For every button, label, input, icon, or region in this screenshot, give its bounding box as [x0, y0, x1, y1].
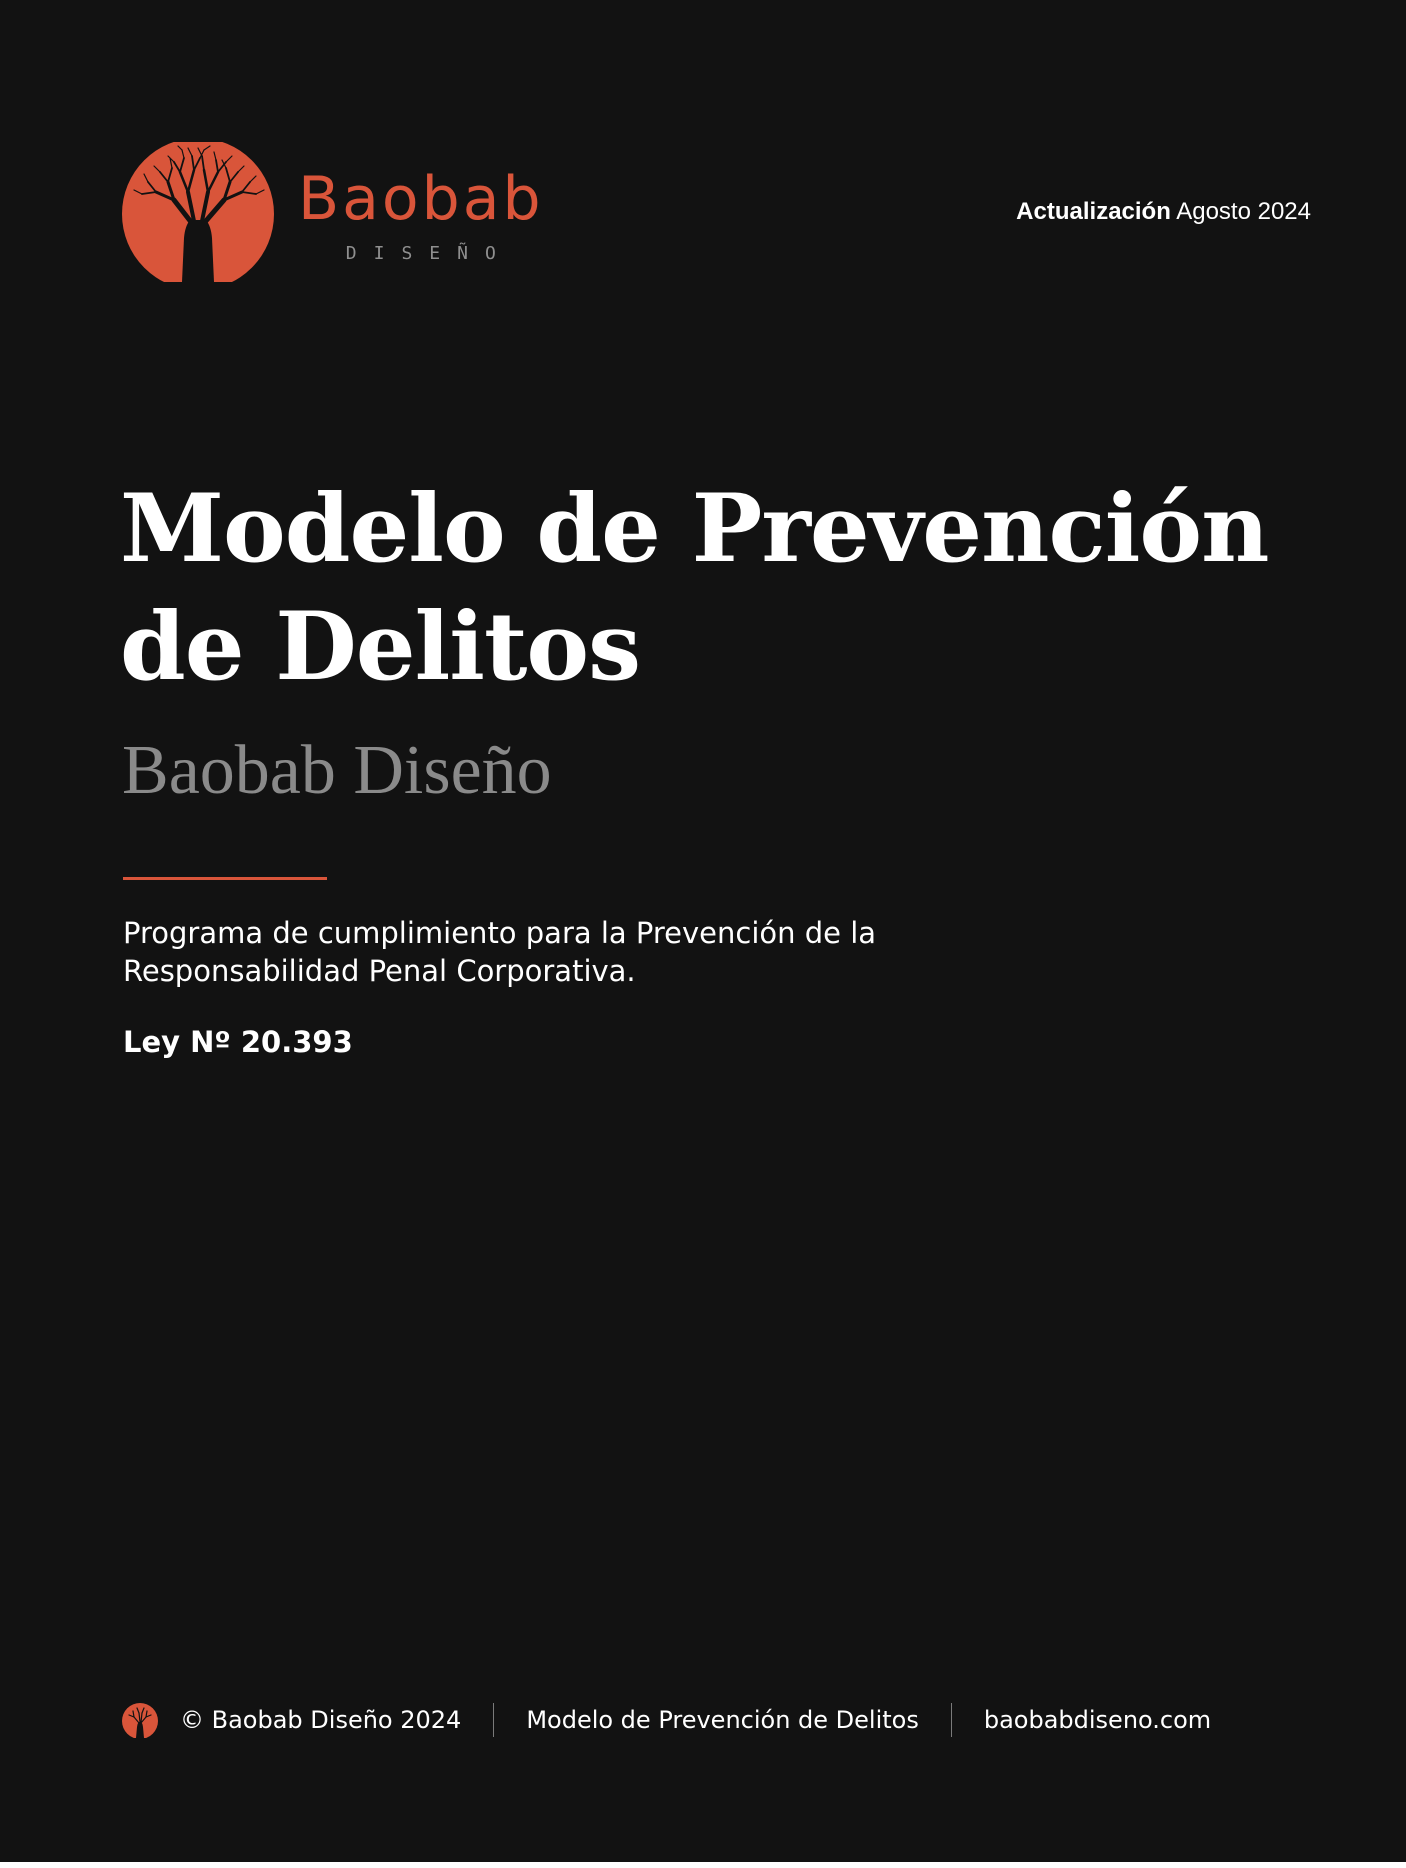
footer-document-name: Modelo de Prevención de Delitos — [526, 1706, 919, 1734]
page-footer — [122, 1702, 1211, 1738]
law-reference: Ley Nº 20.393 — [123, 1025, 353, 1059]
document-title — [120, 470, 1270, 706]
title-line-2: de Delitos — [120, 592, 641, 702]
accent-divider — [123, 877, 327, 880]
footer-separator — [493, 1703, 494, 1737]
brand-tagline: DISEÑO — [345, 242, 513, 264]
brand-name: Baobab — [298, 163, 544, 234]
title-line-1: Modelo de Prevención — [120, 474, 1269, 584]
brand-wordmark — [298, 163, 544, 264]
footer-separator — [951, 1703, 952, 1737]
baobab-tree-logo-icon — [122, 142, 274, 282]
footer-copyright: © Baobab Diseño 2024 — [180, 1706, 462, 1734]
document-description: Programa de cumplimiento para la Prevención de la Responsabilidad Penal Corporativa. — [123, 916, 877, 988]
baobab-tree-small-icon — [122, 1702, 158, 1738]
document-subtitle: Baobab Diseño — [122, 732, 552, 809]
update-value: Agosto 2024 — [1176, 198, 1311, 225]
footer-website-link[interactable]: baobabdiseno.com — [983, 1706, 1212, 1734]
update-label: Actualización — [1016, 198, 1171, 225]
brand-logo — [122, 142, 544, 282]
update-date — [1016, 198, 1311, 226]
